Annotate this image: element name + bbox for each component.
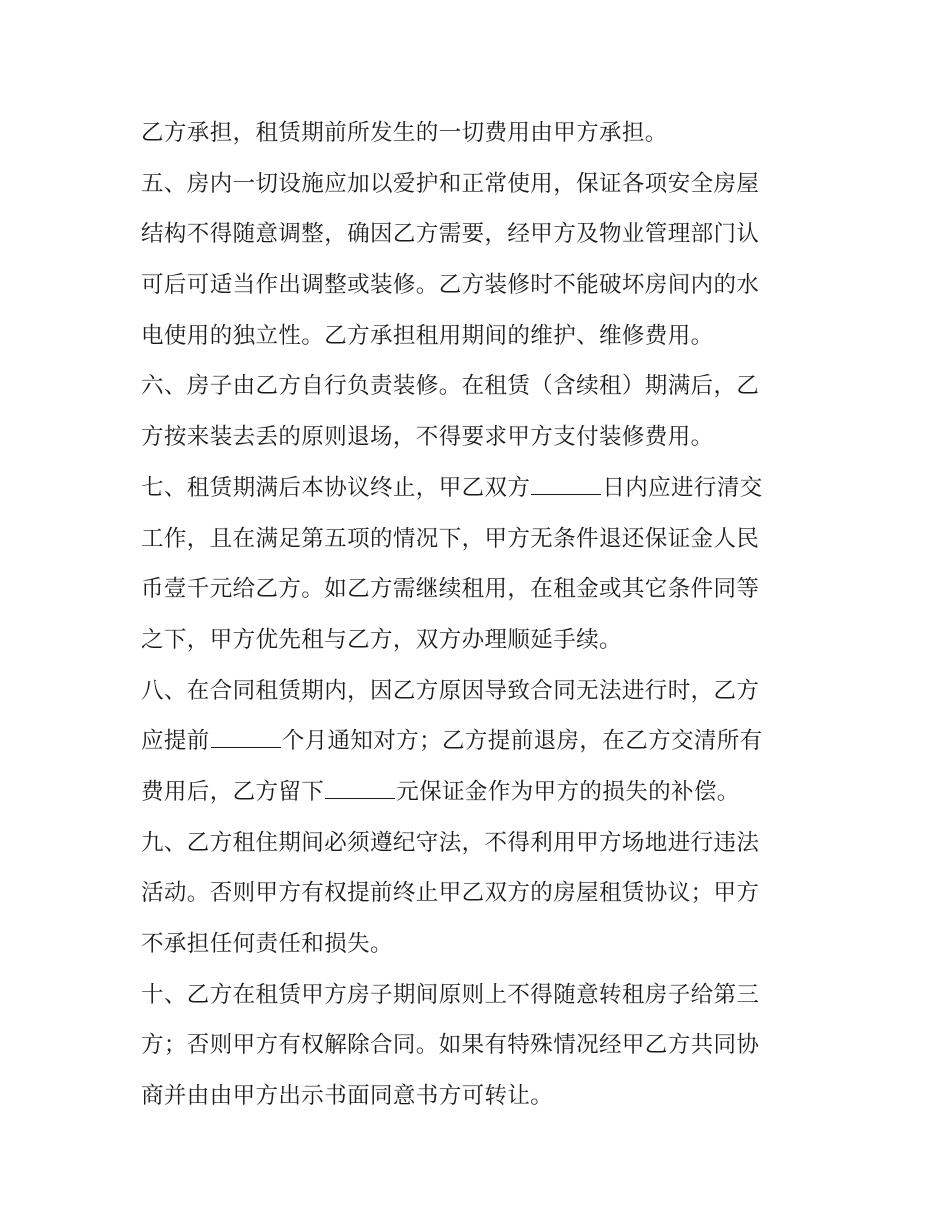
text-line: 方；否则甲方有权解除合同。如果有特殊情况经甲乙方共同协 [141,1032,760,1059]
text-line: 商并由由甲方出示书面同意书方可转让。 [141,1083,554,1110]
fill-in-blank-months[interactable] [211,727,281,748]
text-line: 五、房内一切设施应加以爱护和正常使用，保证各项安全房屋 [141,170,760,197]
text-line: 之下，甲方优先租与乙方，双方办理顺延手续。 [141,626,622,653]
text-line-with-blank: 七、租赁期满后本协议终止，甲乙双方 日内应进行清交 [141,474,763,501]
text-line: 结构不得随意调整，确因乙方需要，经甲方及物业管理部门认 [141,221,760,248]
text-line: 八、在合同租赁期内，因乙方原因导致合同无法进行时，乙方 [141,677,760,704]
text-line: 不承担任何责任和损失。 [141,931,393,957]
text-line: 乙方承担，租赁期前所发生的一切费用由甲方承担。 [141,120,668,146]
text-line: 九、乙方租住期间必须遵纪守法，不得利用甲方场地进行违法 [141,829,760,856]
text-line-with-blank: 应提前 个月通知对方；乙方提前退房，在乙方交清所有 [141,728,763,755]
text-line: 可后可适当作出调整或装修。乙方装修时不能破坏房间内的水 [141,272,760,299]
text-line: 方按来装去丢的原则退场，不得要求甲方支付装修费用。 [141,424,714,451]
fill-in-blank-deposit[interactable] [325,778,395,799]
text-line: 工作，且在满足第五项的情况下，甲方无条件退还保证金人民 [141,525,760,552]
text-line-with-blank: 费用后，乙方留下 元保证金作为甲方的损失的补偿。 [141,778,740,805]
text-line: 币壹千元给乙方。如乙方需继续租用，在租金或其它条件同等 [141,576,760,603]
fill-in-blank-days[interactable] [531,474,601,495]
text-line: 六、房子由乙方自行负责装修。在租赁（含续租）期满后，乙 [141,373,760,400]
text-line: 电使用的独立性。乙方承担租用期间的维护、维修费用。 [141,322,714,349]
text-line: 十、乙方在租赁甲方房子期间原则上不得随意转租房子给第三 [141,981,760,1008]
text-line: 活动。否则甲方有权提前终止甲乙双方的房屋租赁协议；甲方 [141,880,760,907]
contract-body [141,108,821,1122]
